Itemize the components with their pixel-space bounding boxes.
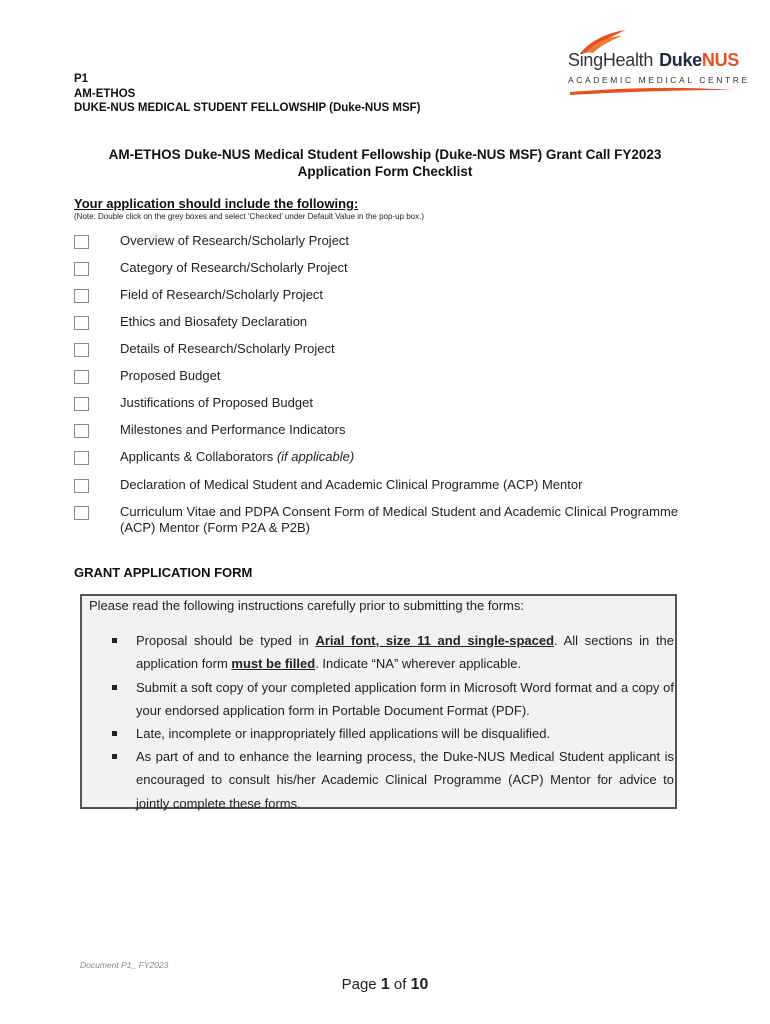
instruction-text [136,629,674,676]
checklist-item-label [120,449,680,465]
page-total: 10 [410,976,429,993]
checkbox[interactable] [74,451,89,465]
instruction-emphasis: Arial font, size 11 and single-spaced [315,633,555,648]
bullet-square-icon [112,685,117,690]
instruction-fragment: . All sections in the application form [136,633,675,672]
instruction-text: Late, incomplete or inappropriately filled applications will be disqualified. [136,726,551,741]
checklist-heading: Your application should include the following: [74,196,359,211]
checkbox[interactable] [74,479,89,493]
checkbox[interactable] [74,262,89,276]
checklist-item-label: Overview of Research/Scholarly Project [120,233,350,248]
checklist-item-label: Ethics and Biosafety Declaration [120,314,308,329]
program-name: AM-ETHOS [74,87,136,100]
instruction-text: Submit a soft copy of your completed application form in Microsoft Word format and a copy of your endorsed application form in Portable Document Format (PDF). [136,680,674,719]
checklist-item-label: Proposed Budget [120,368,221,383]
instructions-intro: Please read the following instructions carefully prior to submitting the forms: [89,598,524,613]
checklist-item-label: Curriculum Vitae and PDPA Consent Form of Medical Student and Academic Clinical Programme (ACP) Mentor (Form P2A & P2B) [120,504,679,535]
logo-subtitle: ACADEMIC MEDICAL CENTRE [568,75,750,85]
instruction-emphasis: must be filled [231,656,316,672]
checklist-item-label: Category of Research/Scholarly Project [120,260,348,275]
checkbox[interactable] [74,424,89,438]
fellowship-name: DUKE-NUS MEDICAL STUDENT FELLOWSHIP (Duke-NUS MSF) [74,102,421,114]
checklist-item-label: Declaration of Medical Student and Academic Clinical Programme (ACP) Mentor [120,477,583,492]
document-header [74,72,421,116]
checkbox[interactable] [74,235,89,249]
document-title [0,146,770,180]
logo-singhealth: SingHealth [568,50,654,70]
instruction-text: As part of and to enhance the learning process, the Duke-NUS Medical Student applicant is encouraged to consult his/her Academic Clinical Programme (ACP) Mentor for advice to jointly complete these forms. [136,749,674,811]
instructions-box [80,594,677,809]
page-current: 1 [380,976,390,993]
checkbox[interactable] [74,370,89,384]
singhealth-dukenus-logo [560,28,750,98]
checkbox[interactable] [74,506,89,520]
checklist-item-label: Milestones and Performance Indicators [120,422,346,437]
document-footer-label: Document P1_ FY2023 [80,960,169,970]
checklist-item-suffix: (if applicable) [276,449,355,464]
instruction-fragment: Proposal should be typed in [136,633,316,648]
checklist-item-text: Applicants & Collaborators [120,449,274,464]
bullet-square-icon [112,638,117,643]
logo-nus: NUS [701,50,739,70]
instruction-fragment: . Indicate “NA” wherever applicable. [315,656,522,672]
grant-form-heading: GRANT APPLICATION FORM [74,565,253,580]
bullet-square-icon [112,731,117,736]
logo-duke: Duke [659,50,702,70]
checkbox[interactable] [74,316,89,330]
form-code: P1 [74,73,89,85]
bullet-square-icon [112,754,117,759]
checklist-item-label: Field of Research/Scholarly Project [120,287,324,302]
of-word: of [393,976,407,993]
checklist-note: (Note: Double click on the grey boxes and select ‘Checked’ under Default Value in the pop-up box.) [74,212,424,221]
page-word: Page [341,976,377,993]
checklist-item-label: Details of Research/Scholarly Project [120,341,335,356]
logo-wordmark [568,50,739,71]
checkbox[interactable] [74,289,89,303]
checklist-item-label: Justifications of Proposed Budget [120,395,313,410]
title-line-2: Application Form Checklist [297,164,473,179]
page-number [0,976,770,994]
checkbox[interactable] [74,343,89,357]
checkbox[interactable] [74,397,89,411]
title-line-1: AM-ETHOS Duke-NUS Medical Student Fellowship (Duke-NUS MSF) Grant Call FY2023 [108,147,662,162]
